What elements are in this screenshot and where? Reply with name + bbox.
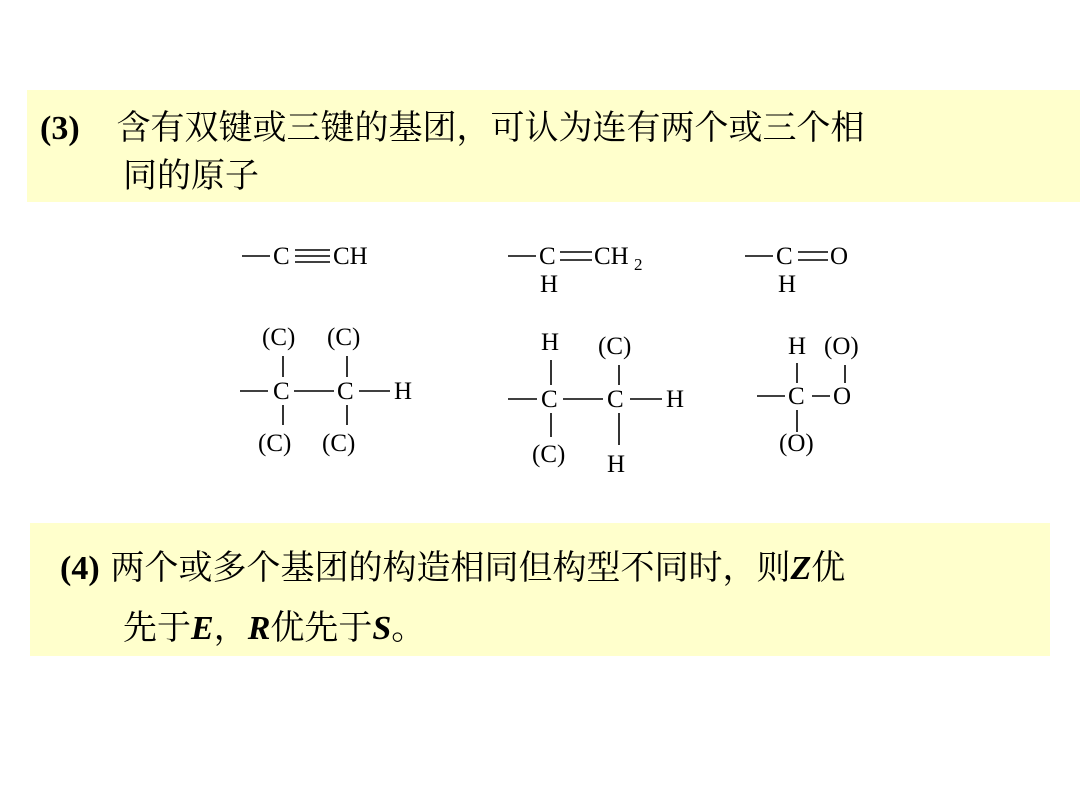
carbonyl-h: H [778, 271, 797, 298]
rule4-comma: ， [213, 608, 248, 648]
rule4-e: E [191, 610, 214, 647]
carbonyl-o: O [830, 243, 849, 270]
alkyne-c: C [273, 243, 290, 270]
dup-c-4: (C) [322, 430, 356, 457]
alkene-h: H [540, 271, 559, 298]
rule4-number: (4) [60, 550, 100, 587]
dup-c-6: (C) [532, 441, 566, 468]
alkene-c: C [539, 243, 556, 270]
dup-o-1: (O) [824, 333, 859, 360]
exp3-o: O [833, 383, 852, 410]
rule4-text1b: 优 [811, 548, 846, 588]
exp1-h: H [394, 378, 413, 405]
alkene-expanded [508, 329, 684, 478]
exp2-c2: C [607, 386, 624, 413]
rule4-s: S [372, 610, 392, 647]
dup-c-5: (C) [598, 333, 632, 360]
rule4-end: 。 [391, 608, 426, 648]
rule4-text2a: 先于 [123, 608, 191, 648]
dup-c-1: (C) [262, 324, 296, 351]
dup-c-3: (C) [258, 430, 292, 457]
dup-o-2: (O) [779, 430, 814, 457]
carbonyl-structure [745, 243, 848, 298]
exp3-c: C [788, 383, 805, 410]
dup-c-2: (C) [327, 324, 361, 351]
alkene-ch2: CH [594, 243, 629, 270]
exp2-c1: C [541, 386, 558, 413]
exp3-h: H [788, 333, 807, 360]
rule4-text2b: 优先于 [270, 608, 373, 648]
exp2-h-top: H [541, 329, 560, 356]
rule3-number: (3) [40, 110, 80, 147]
alkene-structure [508, 243, 643, 298]
rule3-line2: 同的原子 [123, 156, 259, 196]
exp2-h-bottom: H [607, 451, 626, 478]
rule3-text1: 含有双键或三键的基团，可认为连有两个或三个相 [116, 108, 865, 148]
alkyne-expanded [240, 324, 412, 457]
exp1-c1: C [273, 378, 290, 405]
carbonyl-c: C [776, 243, 793, 270]
rule4-text1a: 两个或多个基团的构造相同但构型不同时，则 [110, 548, 791, 588]
alkyne-ch: CH [333, 243, 368, 270]
rule4-r: R [247, 610, 271, 647]
rule4-z: Z [790, 550, 812, 587]
alkyne-structure [242, 243, 368, 270]
alkene-sub2: 2 [634, 255, 643, 274]
carbonyl-expanded [757, 333, 859, 457]
exp1-c2: C [337, 378, 354, 405]
exp2-h-right: H [666, 386, 685, 413]
